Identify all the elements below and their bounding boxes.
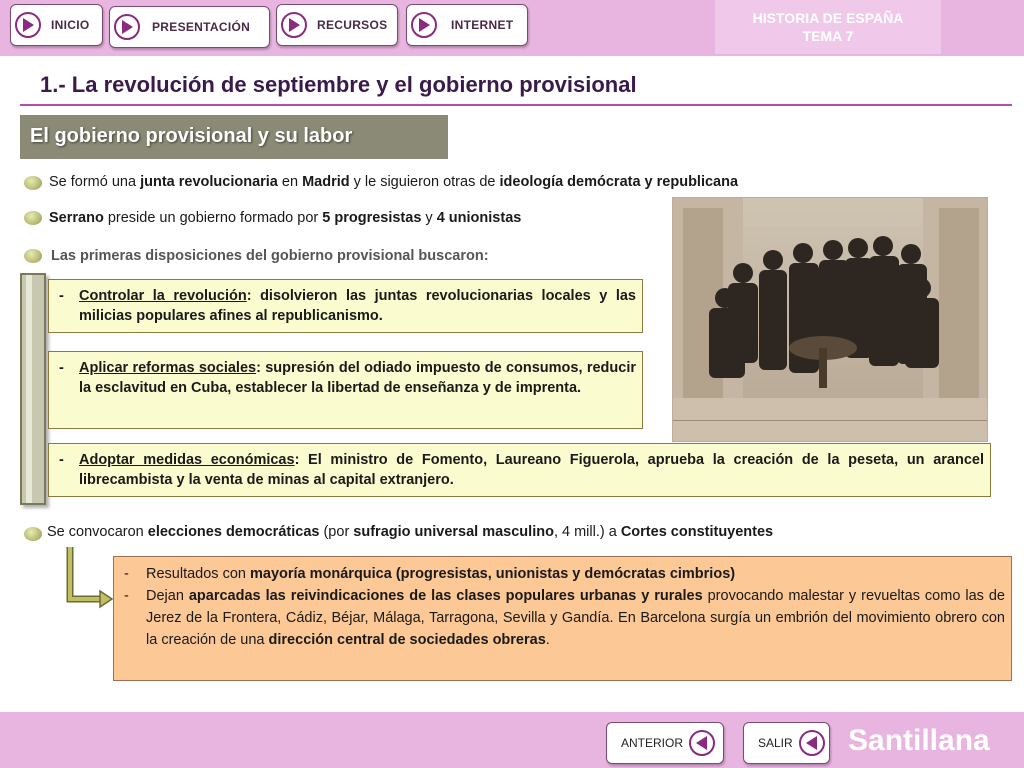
bullet-icon xyxy=(24,249,42,263)
bullet-icon xyxy=(24,176,42,190)
nav-inicio-label: INICIO xyxy=(51,18,90,32)
play-icon xyxy=(411,12,437,38)
measure-box-control: - Controlar la revolución: disolvieron las juntas revolucionarias locales y las milicias populares afines al republicanismo. xyxy=(48,279,643,333)
nav-presentacion-label: PRESENTACIÓN xyxy=(152,20,251,34)
measure-box-economic: - Adoptar medidas económicas: El ministro de Fomento, Laureano Figuerola, aprueba la creación de la peseta, un arancel librecambista y la venta de minas al capital extranjero. xyxy=(48,443,991,497)
result-item: - Resultados con mayoría monárquica (progresistas, unionistas y demócratas cimbrios) xyxy=(124,566,736,582)
nav-recursos-label: RECURSOS xyxy=(317,18,388,32)
results-box xyxy=(113,556,1012,681)
nav-inicio-button[interactable] xyxy=(10,4,103,46)
publisher-logo: Santillana xyxy=(848,724,990,757)
bullet-serrano: Serrano preside un gobierno formado por 5 progresistas y 4 unionistas xyxy=(49,210,522,226)
play-icon xyxy=(15,12,41,38)
page-title: 1.- La revolución de septiembre y el gobierno provisional xyxy=(40,72,637,97)
previous-label: ANTERIOR xyxy=(621,736,684,750)
back-icon xyxy=(799,730,825,756)
nav-internet-button[interactable] xyxy=(406,4,528,46)
bracket-bar xyxy=(20,273,46,505)
previous-button[interactable] xyxy=(606,722,724,764)
exit-label: SALIR xyxy=(758,736,793,750)
nav-presentacion-button[interactable] xyxy=(109,6,270,48)
section-heading: El gobierno provisional y su labor xyxy=(20,115,448,159)
bullet-icon xyxy=(24,211,42,225)
back-icon xyxy=(689,730,715,756)
play-icon xyxy=(114,14,140,40)
arrow-right-icon xyxy=(64,545,114,609)
course-subject: HISTORIA DE ESPAÑA xyxy=(752,10,904,26)
exit-button[interactable] xyxy=(743,722,830,764)
government-photo xyxy=(672,197,988,442)
measure-box-social: - Aplicar reformas sociales: supresión del odiado impuesto de consumos, reducir la esclavitud en Cuba, establecer la libertad de enseñanza y de imprenta. xyxy=(48,351,643,429)
nav-recursos-button[interactable] xyxy=(276,4,398,46)
course-unit: TEMA 7 xyxy=(802,28,854,44)
bullet-disposiciones: Las primeras disposiciones del gobierno provisional buscaron: xyxy=(51,248,489,264)
play-icon xyxy=(281,12,307,38)
bullet-elecciones: Se convocaron elecciones democráticas (por sufragio universal masculino, 4 mill.) a Cortes constituyentes xyxy=(47,524,774,540)
title-divider xyxy=(20,104,1012,106)
nav-internet-label: INTERNET xyxy=(451,18,514,32)
bullet-icon xyxy=(24,527,42,541)
bullet-junta: Se formó una junta revolucionaria en Madrid y le siguieron otras de ideología demócrata y republicana xyxy=(49,174,739,190)
course-badge xyxy=(715,0,941,54)
result-item: - Dejan aparcadas las reivindicaciones de las clases populares urbanas y rurales provocando malestar y revueltas como las de Jerez de la Frontera, Cádiz, Béjar, Málaga, Tarragona, Sevilla y Gandía. En Barcelona surgía un embrión del movimiento obrero con la creación de una dirección central de sociedades obreras. xyxy=(124,588,1005,648)
